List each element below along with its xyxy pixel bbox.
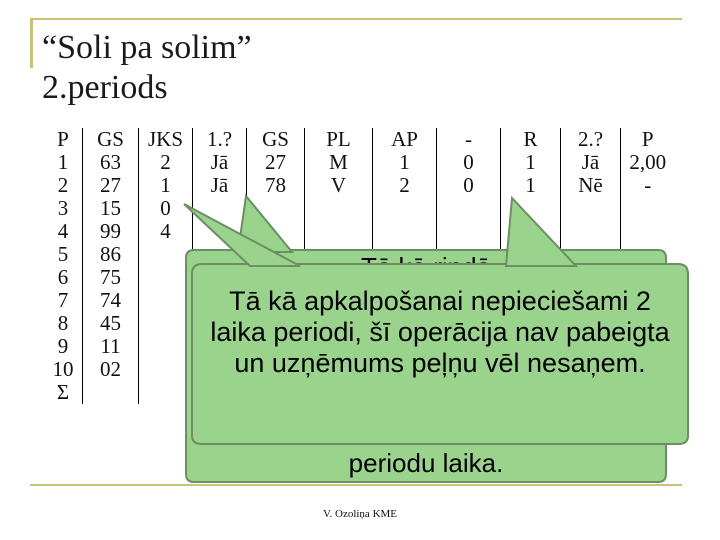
table-header-cell: R: [501, 128, 561, 151]
table-cell: 1: [501, 151, 561, 174]
table-cell: 1: [501, 174, 561, 197]
table-cell: 27: [247, 151, 305, 174]
table-row: [44, 151, 675, 174]
table-cell: [561, 197, 621, 220]
table-header-cell: P: [621, 128, 675, 151]
table-header-cell: JKS: [139, 128, 193, 151]
table-cell: [621, 197, 675, 220]
table-header-cell: AP: [373, 128, 437, 151]
table-cell: 63: [83, 151, 139, 174]
table-header-cell: GS: [247, 128, 305, 151]
table-cell: 2: [57, 173, 69, 197]
table-cell: 0: [437, 151, 501, 174]
table-cell: 5: [57, 242, 69, 266]
decor-line-top: [30, 18, 682, 20]
table-cell: 1: [373, 151, 437, 174]
table-row: [44, 220, 675, 243]
table-cell: [373, 220, 437, 243]
table-cell: 02: [83, 358, 139, 381]
callout-back-text-bottom: periodu laika.: [348, 448, 504, 478]
table-cell: 74: [83, 289, 139, 312]
table-cell: -: [621, 174, 675, 197]
table-cell: 10: [52, 357, 74, 381]
table-cell: [305, 220, 373, 243]
table-cell: [561, 220, 621, 243]
table-cell: 15: [83, 197, 139, 220]
table-cell: 7: [57, 288, 69, 312]
table-header-cell: 1.?: [193, 128, 247, 151]
table-cell: 0: [437, 174, 501, 197]
table-cell: 1: [139, 174, 193, 197]
decor-line-left: [30, 20, 33, 68]
table-header-cell: -: [437, 128, 501, 151]
table-cell: [621, 220, 675, 243]
table-cell: Jā: [193, 151, 247, 174]
table-cell: Σ: [56, 380, 70, 404]
table-header-cell: P: [57, 127, 69, 151]
table-cell: 27: [83, 174, 139, 197]
table-cell: 3: [57, 196, 69, 220]
table-cell: M: [305, 151, 373, 174]
callout-front: [190, 260, 690, 446]
table-row: [44, 174, 675, 197]
table-cell: 4: [139, 220, 193, 243]
table-cell: 8: [57, 311, 69, 335]
table-cell: 9: [57, 334, 69, 358]
table-cell: 75: [83, 266, 139, 289]
table-cell: Jā: [193, 174, 247, 197]
table-header-cell: GS: [83, 128, 139, 151]
table-cell: [437, 220, 501, 243]
table-cell: [83, 381, 139, 404]
table-header-row: [44, 128, 675, 151]
table-cell: V: [305, 174, 373, 197]
title-line-1: “Soli pa solim”: [42, 29, 252, 66]
table-cell: 86: [83, 243, 139, 266]
table-header-cell: PL: [305, 128, 373, 151]
footer-author: V. Ozoliņa KME: [322, 508, 398, 520]
table-cell: Jā: [561, 151, 621, 174]
table-cell: 78: [247, 174, 305, 197]
table-cell: 4: [57, 219, 69, 243]
table-cell: 2: [373, 174, 437, 197]
table-cell: [437, 197, 501, 220]
table-cell: [305, 197, 373, 220]
table-cell: 99: [83, 220, 139, 243]
table-cell: 2,00: [621, 151, 675, 174]
table-cell: [373, 197, 437, 220]
callout-front-text: Tā kā apkalpošanai nepieciešami 2 laika periodi, šī operācija nav pabeigta un uzņēmums peļņu vēl nesaņem.: [210, 286, 670, 378]
table-cell: 0: [139, 197, 193, 220]
table-header-cell: 2.?: [561, 128, 621, 151]
table-cell: 6: [57, 265, 69, 289]
table-cell: 2: [139, 151, 193, 174]
table-cell: Nē: [561, 174, 621, 197]
table-cell: 45: [83, 312, 139, 335]
title-line-2: 2.periods: [42, 69, 168, 106]
table-cell: 1: [57, 150, 69, 174]
table-cell: 11: [83, 335, 139, 358]
slide-title: [42, 28, 252, 108]
table-row: [44, 197, 675, 220]
